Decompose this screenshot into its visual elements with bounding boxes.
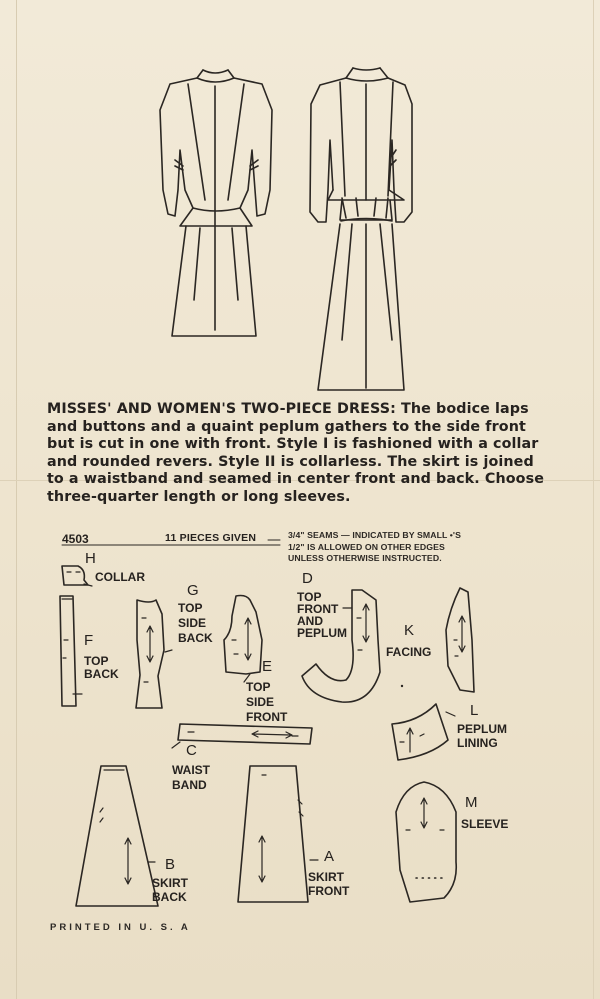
pattern-piece-skirt-back	[76, 766, 158, 906]
piece-letter-a: A	[324, 848, 335, 865]
pieces-given: 11 PIECES GIVEN	[165, 532, 257, 544]
back-view-illustration	[160, 70, 272, 336]
piece-letter-h: H	[85, 550, 96, 567]
seam-note-line: UNLESS OTHERWISE INSTRUCTED.	[288, 553, 442, 563]
pattern-piece-top-side-front	[224, 596, 262, 683]
piece-letter-e: E	[262, 658, 273, 675]
piece-letter-b: B	[165, 856, 176, 873]
piece-letter-g: G	[187, 582, 199, 599]
pattern-piece-sleeve	[396, 782, 456, 902]
pattern-piece-facing	[446, 588, 474, 692]
seam-allowance-note	[288, 530, 558, 565]
piece-letter-k: K	[404, 622, 415, 639]
description-body: The bodice laps and buttons and a quaint peplum gathers to the side front but is cut in one with front. Style I is fashioned with a collar and rounded revers. Style II is collarless. The skirt is joined to a waistband and seamed in center front and back. Choose three-quarter length or long sleeves.	[47, 401, 545, 505]
pattern-piece-top-back	[60, 596, 82, 706]
piece-label-facing: FACING	[386, 645, 432, 659]
piece-label-skirt-back: SKIRT BACK	[152, 876, 188, 904]
piece-label-peplum-lining: PEPLUM LINING	[457, 722, 508, 750]
piece-label-top-back: TOP BACK	[84, 654, 119, 681]
seam-note-line: 3/4" SEAMS — INDICATED BY SMALL •'S	[288, 530, 461, 540]
piece-label-waistband: WAIST BAND	[172, 763, 210, 792]
piece-label-skirt-front: SKIRT FRONT	[308, 870, 350, 898]
piece-label-collar: COLLAR	[95, 570, 145, 584]
pattern-piece-peplum-lining	[392, 704, 455, 760]
piece-letter-m: M	[465, 794, 478, 811]
description-heading: MISSES' AND WOMEN'S TWO-PIECE DRESS:	[47, 401, 396, 417]
pattern-number: 4503	[62, 532, 89, 546]
piece-letter-f: F	[84, 632, 94, 649]
seam-note-line: 1/2" IS ALLOWED ON OTHER EDGES	[288, 541, 445, 552]
piece-letter-c: C	[186, 742, 197, 759]
printed-in-note: PRINTED IN U. S. A	[50, 922, 191, 933]
pattern-piece-skirt-front	[238, 766, 318, 902]
piece-label-sleeve: SLEEVE	[461, 817, 509, 831]
pattern-piece-collar	[62, 566, 92, 586]
back-view-illustration	[310, 68, 412, 390]
piece-letter-l: L	[470, 702, 479, 719]
piece-label-top-front-peplum: TOP FRONT AND PEPLUM	[297, 590, 348, 640]
piece-label-top-side-back: TOP SIDE BACK	[178, 601, 213, 645]
dress-description	[47, 401, 547, 507]
pattern-piece-top-side-back	[136, 600, 172, 708]
piece-label-top-side-front: TOP SIDE FRONT	[246, 680, 288, 724]
piece-letter-d: D	[302, 570, 313, 587]
